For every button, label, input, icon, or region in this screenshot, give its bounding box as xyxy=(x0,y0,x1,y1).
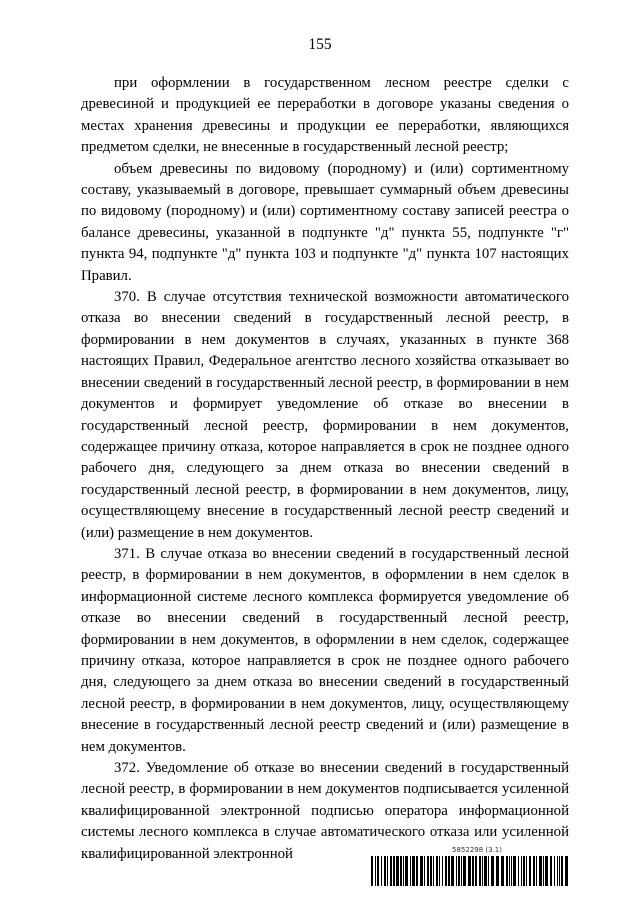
barcode-icon xyxy=(371,856,571,886)
paragraph-2: объем древесины по видовому (породному) и (или) сортиментному составу, указываемый в договоре, превышает суммарный объем древесины по видовому (породному) и (или) сортиментному составу записей реестра о балансе древесины, указанной в подпункте "д" пункта 55, подпункте "г" пункта 94, подпункте "д" пункта 103 и подпункте "д" пункта 107 настоящих Правил. xyxy=(81,160,569,284)
barcode-code: 5852298 (3.1) xyxy=(452,846,502,854)
paragraph-1: при оформлении в государственном лесном реестре сделки с древесиной и продукцией ее переработки в договоре указаны сведения о местах хранения древесины и продукции ее переработки, являющихся предметом сделки, не внесенные в государственный лесной реестр; xyxy=(81,75,569,156)
document-body xyxy=(81,73,569,865)
paragraph-5: 372. Уведомление об отказе во внесении сведений в государственный лесной реестр, в формировании в нем документов подписывается усиленной квалифицированной электронной подписью оператора информационной системы лесного комплекса в случае автоматического отказа или усиленной квалифицированной электронной xyxy=(81,760,569,862)
paragraph-4: 371. В случае отказа во внесении сведений в государственный лесной реестр, в формировании в нем документов, в оформлении в нем сделок в информационной системе лесного комплекса формируется уведомление об отказе во внесении сведений в государственный лесной реестр, формировании в нем документов, в оформлении в нем сделок, содержащее причину отказа, которое направляется в срок не позднее одного рабочего дня, следующего за днем отказа во внесении сведений в государственный лесной реестр, в формировании в нем документов, лицу, осуществляющему внесение в государственный лесной реестр сведений и (или) размещение в нем документов. xyxy=(81,545,569,755)
barcode-block xyxy=(371,846,571,886)
page-number: 155 xyxy=(308,36,332,53)
paragraph-3: 370. В случае отсутствия технической возможности автоматического отказа во внесении сведений в государственный лесной реестр, в формировании в нем документов в случаях, указанных в пункте 368 настоящих Правил, Федеральное агентство лесного хозяйства отказывает во внесении сведений в государственный лесной реестр, в формировании в нем документов и формирует уведомление об отказе во внесении в государственный лесной реестр, формировании в нем документов, содержащее причину отказа, которое направляется в срок не позднее одного рабочего дня, следующего за днем отказа во внесении сведений в государственный лесной реестр, в формировании в нем документов, лицу, осуществляющему внесение в государственный лесной реестр сведений и (или) размещение в нем документов. xyxy=(81,289,569,541)
